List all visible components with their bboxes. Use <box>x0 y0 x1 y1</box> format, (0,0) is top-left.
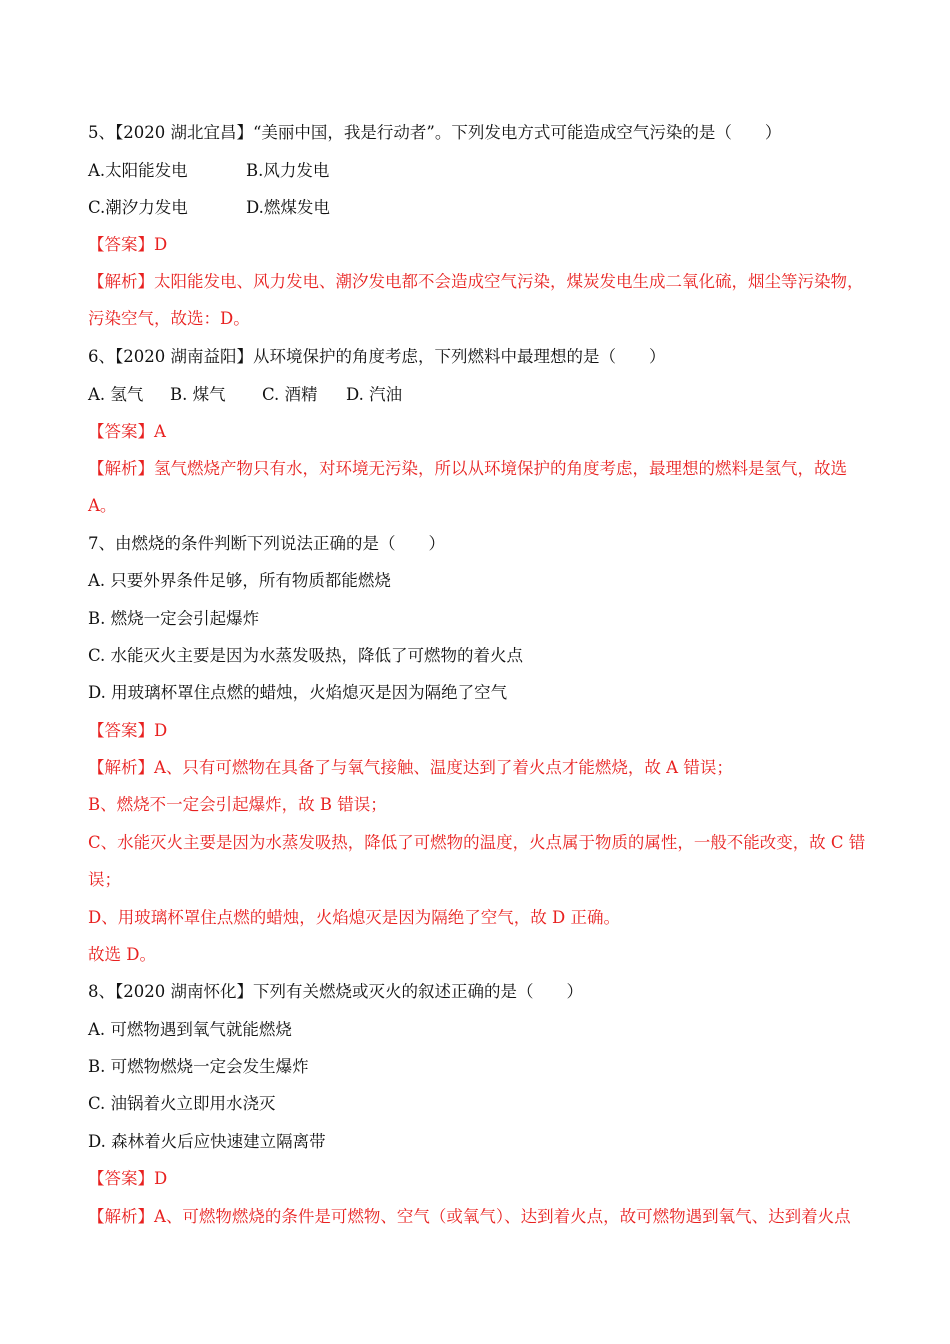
q7-answer: 【答案】D <box>88 721 168 740</box>
q7-option-d: D. 用玻璃杯罩住点燃的蜡烛，火焰熄灭是因为隔绝了空气 <box>88 683 508 702</box>
q7-analysis-line6: 故选 D。 <box>88 945 156 964</box>
q7-option-b: B. 燃烧一定会引起爆炸 <box>88 609 260 628</box>
q6-option-d: D. 汽油 <box>346 385 403 404</box>
q5-option-b: B.风力发电 <box>246 161 330 180</box>
q8-stem: 8、【2020 湖南怀化】下列有关燃烧或灭火的叙述正确的是（ ） <box>88 982 583 1001</box>
q8-option-c: C. 油锅着火立即用水浇灭 <box>88 1094 276 1113</box>
q7-option-c: C. 水能灭火主要是因为水蒸发吸热，降低了可燃物的着火点 <box>88 646 524 665</box>
q5-option-a: A.太阳能发电 <box>88 161 188 180</box>
q5-analysis-line2: 污染空气，故选：D。 <box>88 309 250 328</box>
q5-analysis-line1: 【解析】太阳能发电、风力发电、潮汐发电都不会造成空气污染，煤炭发电生成二氧化硫，烟尘等污染物， <box>88 272 864 291</box>
q8-answer: 【答案】D <box>88 1169 168 1188</box>
q7-analysis-line3: C、水能灭火主要是因为水蒸发吸热，降低了可燃物的温度，火点属于物质的属性，一般不能改变，故 C 错 <box>88 833 866 852</box>
q5-option-c: C.潮汐力发电 <box>88 198 188 217</box>
q7-option-a: A. 只要外界条件足够，所有物质都能燃烧 <box>88 571 391 590</box>
q8-analysis-line1: 【解析】A、可燃物燃烧的条件是可燃物、空气（或氧气）、达到着火点，故可燃物遇到氧气、达到着火点 <box>88 1207 851 1226</box>
q8-option-d: D. 森林着火后应快速建立隔离带 <box>88 1132 326 1151</box>
q6-option-b: B. 煤气 <box>170 385 226 404</box>
q6-stem: 6、【2020 湖南益阳】从环境保护的角度考虑，下列燃料中最理想的是（ ） <box>88 347 666 366</box>
q6-analysis-line2: A。 <box>88 496 117 515</box>
q7-analysis-line1: 【解析】A、只有可燃物在具备了与氧气接触、温度达到了着火点才能燃烧，故 A 错误； <box>88 758 733 777</box>
q6-options <box>88 384 402 406</box>
q5-stem: 5、【2020 湖北宜昌】“美丽中国，我是行动者”。下列发电方式可能造成空气污染的是（ ） <box>88 123 782 142</box>
q5-options-row2 <box>88 197 330 219</box>
q8-option-b: B. 可燃物燃烧一定会发生爆炸 <box>88 1057 309 1076</box>
q5-answer: 【答案】D <box>88 235 168 254</box>
q7-stem: 7、由燃烧的条件判断下列说法正确的是（ ） <box>88 534 445 553</box>
q7-analysis-line4: 误； <box>88 870 121 889</box>
q5-options-row1 <box>88 160 329 182</box>
q7-analysis-line2: B、燃烧不一定会引起爆炸，故 B 错误； <box>88 795 387 814</box>
q8-option-a: A. 可燃物遇到氧气就能燃烧 <box>88 1020 292 1039</box>
q6-option-c: C. 酒精 <box>262 385 318 404</box>
q7-analysis-line5: D、用玻璃杯罩住点燃的蜡烛，火焰熄灭是因为隔绝了空气，故 D 正确。 <box>88 908 620 927</box>
q6-analysis-line1: 【解析】氢气燃烧产物只有水，对环境无污染，所以从环境保护的角度考虑，最理想的燃料是氢气，故选 <box>88 459 847 478</box>
q5-option-d: D.燃煤发电 <box>246 198 330 217</box>
q6-option-a: A. 氢气 <box>88 385 144 404</box>
q6-answer: 【答案】A <box>88 422 166 441</box>
